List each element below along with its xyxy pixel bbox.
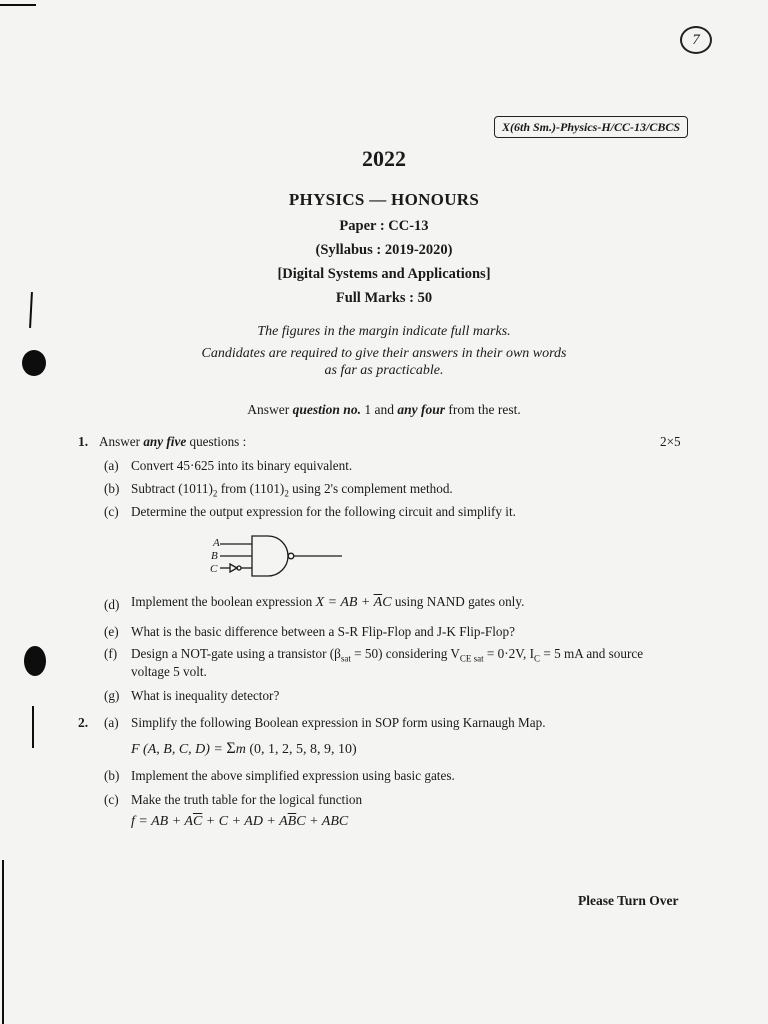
q1g-label: (g) [104, 688, 120, 703]
page-number-circle [680, 26, 712, 54]
own-words-instruction-cont: as far as practicable. [324, 363, 444, 378]
q2b-text: Implement the above simplified expression using basic gates. [131, 768, 455, 783]
page-number: 7 [692, 32, 700, 48]
q1g-text: What is inequality detector? [131, 688, 280, 703]
not-buffer-symbol [230, 564, 237, 572]
q1d-text: Implement the boolean expression X = AB + $\overline{A}C$ using NAND gates only. [131, 594, 525, 610]
nand-output-bubble [288, 553, 294, 559]
q1a-text: Convert 45·625 into its binary equivalent. [131, 458, 353, 473]
course-title: [Digital Systems and Applications] [277, 266, 491, 282]
input-c-label: C [210, 563, 218, 575]
q1c-text: Determine the output expression for the following circuit and simplify it. [131, 504, 516, 519]
answer-instruction: Answer question no. 1 and any four from the rest. [247, 402, 521, 417]
syllabus-line: (Syllabus : 2019-2020) [315, 242, 453, 258]
input-a-label: A [213, 537, 220, 549]
punch-hole-mark [24, 646, 46, 676]
q1d-label: (d) [104, 597, 120, 612]
not-bubble [237, 566, 241, 570]
paper-code: X(6th Sm.)-Physics-H/CC-13/CBCS [501, 120, 681, 134]
q1b-label: (b) [104, 481, 120, 496]
scan-edge-mark [0, 4, 36, 6]
margin-bracket-mark [32, 706, 34, 748]
q2a-expression: F (A, B, C, D) = Σm (0, 1, 2, 5, 8, 9, 10) [131, 740, 357, 757]
please-turn-over: Please Turn Over [578, 893, 679, 908]
input-b-label: B [211, 550, 218, 562]
q2c-expression: f = AB + $A\overline{C} + C$ + AD + $A\overline{B}C$ + ABC [131, 814, 349, 829]
nand-circuit-figure [204, 532, 354, 580]
margin-instruction: The figures in the margin indicate full marks. [257, 324, 511, 339]
paper-code-box [494, 116, 688, 138]
full-marks: Full Marks : 50 [335, 290, 433, 306]
q1-number: 1. [78, 434, 89, 449]
q1e-text: What is the basic difference between a S-R Flip-Flop and J-K Flip-Flop? [131, 624, 515, 639]
exam-year: 2022 [362, 146, 406, 171]
q2-number: 2. [78, 715, 89, 730]
q1c-label: (c) [104, 504, 119, 519]
scan-edge-line [2, 860, 4, 1024]
and-gate-body [252, 536, 288, 576]
q1b-text: Subtract $(1011)_2$ from $(1101)_2$ using 2's complement method. [131, 481, 453, 499]
q1f-text: Design a NOT-gate using a transistor $(\beta_{sat} = 50)$ considering $V_{CE sat} = 0\cdot 2V$, $I_C = 5$ mA and source [131, 646, 644, 664]
q1-marks: 2×5 [660, 434, 681, 449]
q2a-text: Simplify the following Boolean expression in SOP form using Karnaugh Map. [131, 715, 546, 730]
q1-intro: Answer any five questions : [99, 434, 247, 449]
subject-title: PHYSICS — HONOURS [288, 190, 480, 209]
paper-number: Paper : CC-13 [339, 218, 429, 234]
own-words-instruction: Candidates are required to give their answers in their own words [201, 346, 567, 361]
q1f-label: (f) [104, 646, 118, 661]
q1a-label: (a) [104, 458, 119, 473]
q1f-text-cont: voltage 5 volt. [131, 664, 207, 679]
q2b-label: (b) [104, 768, 120, 783]
q2c-text: Make the truth table for the logical function [131, 792, 363, 807]
q2a-label: (a) [104, 715, 119, 730]
q1e-label: (e) [104, 624, 119, 639]
q2c-label: (c) [104, 792, 119, 807]
